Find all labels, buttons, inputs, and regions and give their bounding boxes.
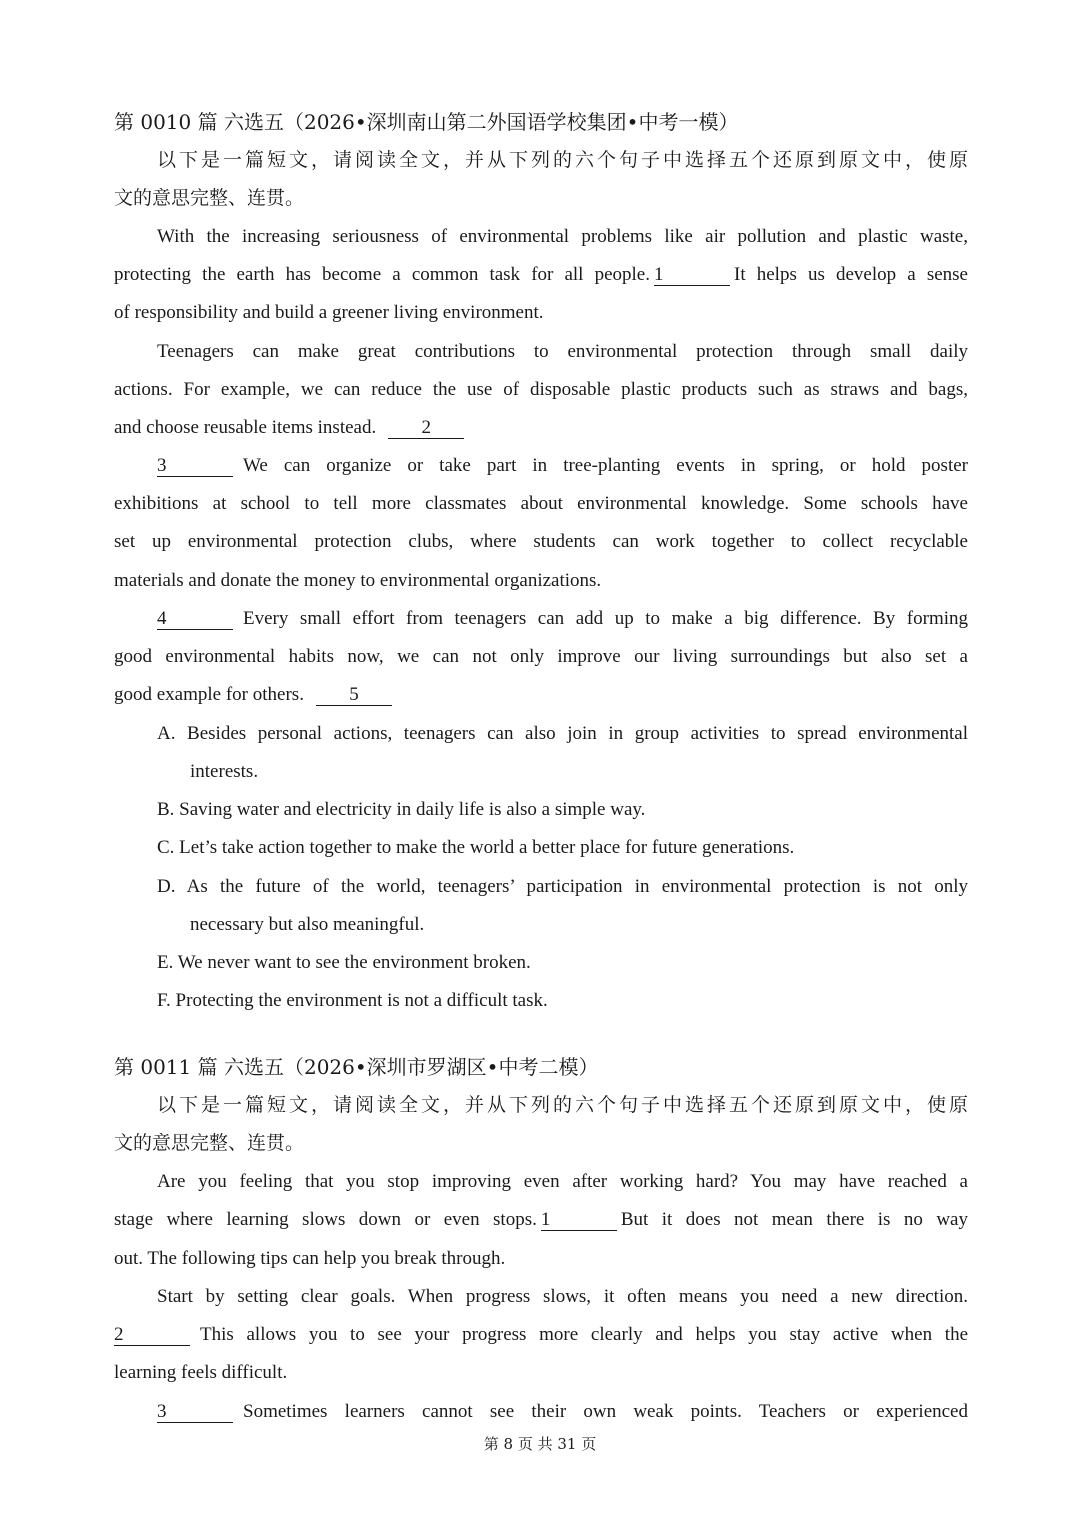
- answer-blank[interactable]: 3: [157, 456, 233, 477]
- passage-line: [114, 416, 968, 440]
- option-a: A. Besides personal actions, teenagers can also join in group activities to spread environmental: [157, 723, 968, 744]
- passage-text: But it does not mean there is no way: [620, 1209, 968, 1230]
- passage-line: Start by setting clear goals. When progress slows, it often means you need a new direction.: [157, 1286, 968, 1307]
- passage-text: protecting the earth has become a common task for all people.: [114, 264, 650, 285]
- passage-line: exhibitions at school to tell more classmates about environmental knowledge. Some schools have: [114, 493, 968, 514]
- instruction-text: 以下是一篇短文，请阅读全文，并从下列的六个句子中选择五个还原到原文中，使原: [157, 149, 968, 171]
- answer-blank[interactable]: 4: [157, 609, 233, 630]
- passage-line: set up environmental protection clubs, where students can work together to collect recyclable: [114, 531, 968, 552]
- instruction-text: 以下是一篇短文，请阅读全文，并从下列的六个句子中选择五个还原到原文中，使原: [157, 1094, 968, 1116]
- passage-text: Sometimes learners cannot see their own weak points. Teachers or experienced: [243, 1401, 968, 1422]
- passage-line: actions. For example, we can reduce the use of disposable plastic products such as straws and bags,: [114, 379, 968, 400]
- option-b: B. Saving water and electricity in daily life is also a simple way.: [157, 799, 646, 820]
- passage-line: [157, 1400, 968, 1424]
- section-heading: 第 0011 篇 六选五（2026•深圳市罗湖区•中考二模）: [114, 1055, 599, 1079]
- option-a-continued: interests.: [190, 761, 259, 782]
- passage-text: We can organize or take part in tree-planting events in spring, or hold poster: [243, 455, 968, 476]
- option-d: D. As the future of the world, teenagers’ participation in environmental protection is not only: [157, 876, 968, 897]
- answer-blank[interactable]: 1: [541, 1210, 617, 1231]
- passage-line: Teenagers can make great contributions to environmental protection through small daily: [157, 341, 968, 362]
- passage-line: With the increasing seriousness of environmental problems like air pollution and plastic waste,: [157, 226, 968, 247]
- passage-line: materials and donate the money to environmental organizations.: [114, 570, 602, 591]
- passage-text: stage where learning slows down or even stops.: [114, 1209, 537, 1230]
- passage-line: [114, 263, 968, 287]
- page-footer: 第 8 页 共 31 页: [483, 1435, 597, 1453]
- section-heading: 第 0010 篇 六选五（2026•深圳南山第二外国语学校集团•中考一模）: [114, 110, 739, 134]
- passage-text: This allows you to see your progress more clearly and helps you stay active when the: [200, 1324, 968, 1345]
- passage-line: [157, 607, 968, 631]
- answer-blank[interactable]: 5: [316, 685, 392, 706]
- answer-blank[interactable]: 1: [654, 265, 730, 286]
- option-f: F. Protecting the environment is not a difficult task.: [157, 990, 548, 1011]
- instruction-text: 文的意思完整、连贯。: [114, 1132, 305, 1154]
- passage-line: learning feels difficult.: [114, 1362, 288, 1383]
- passage-line: [114, 683, 968, 707]
- passage-text: good example for others.: [114, 684, 304, 705]
- option-e: E. We never want to see the environment broken.: [157, 952, 531, 973]
- instruction-text: 文的意思完整、连贯。: [114, 187, 305, 209]
- passage-text: and choose reusable items instead.: [114, 417, 377, 438]
- option-d-continued: necessary but also meaningful.: [190, 914, 425, 935]
- answer-blank[interactable]: 2: [388, 418, 464, 439]
- passage-text: It helps us develop a sense: [734, 264, 968, 285]
- passage-line: Are you feeling that you stop improving even after working hard? You may have reached a: [157, 1171, 968, 1192]
- answer-blank[interactable]: 3: [157, 1402, 233, 1423]
- passage-line: [114, 1323, 968, 1347]
- passage-line: [114, 1208, 968, 1232]
- option-c: C. Let’s take action together to make the world a better place for future generations.: [157, 837, 795, 858]
- passage-line: out. The following tips can help you break through.: [114, 1248, 506, 1269]
- passage-line: of responsibility and build a greener living environment.: [114, 302, 544, 323]
- passage-text: Every small effort from teenagers can add up to make a big difference. By forming: [243, 608, 968, 629]
- passage-line: [157, 454, 968, 478]
- answer-blank[interactable]: 2: [114, 1325, 190, 1346]
- passage-line: good environmental habits now, we can not only improve our living surroundings but also set a: [114, 646, 968, 667]
